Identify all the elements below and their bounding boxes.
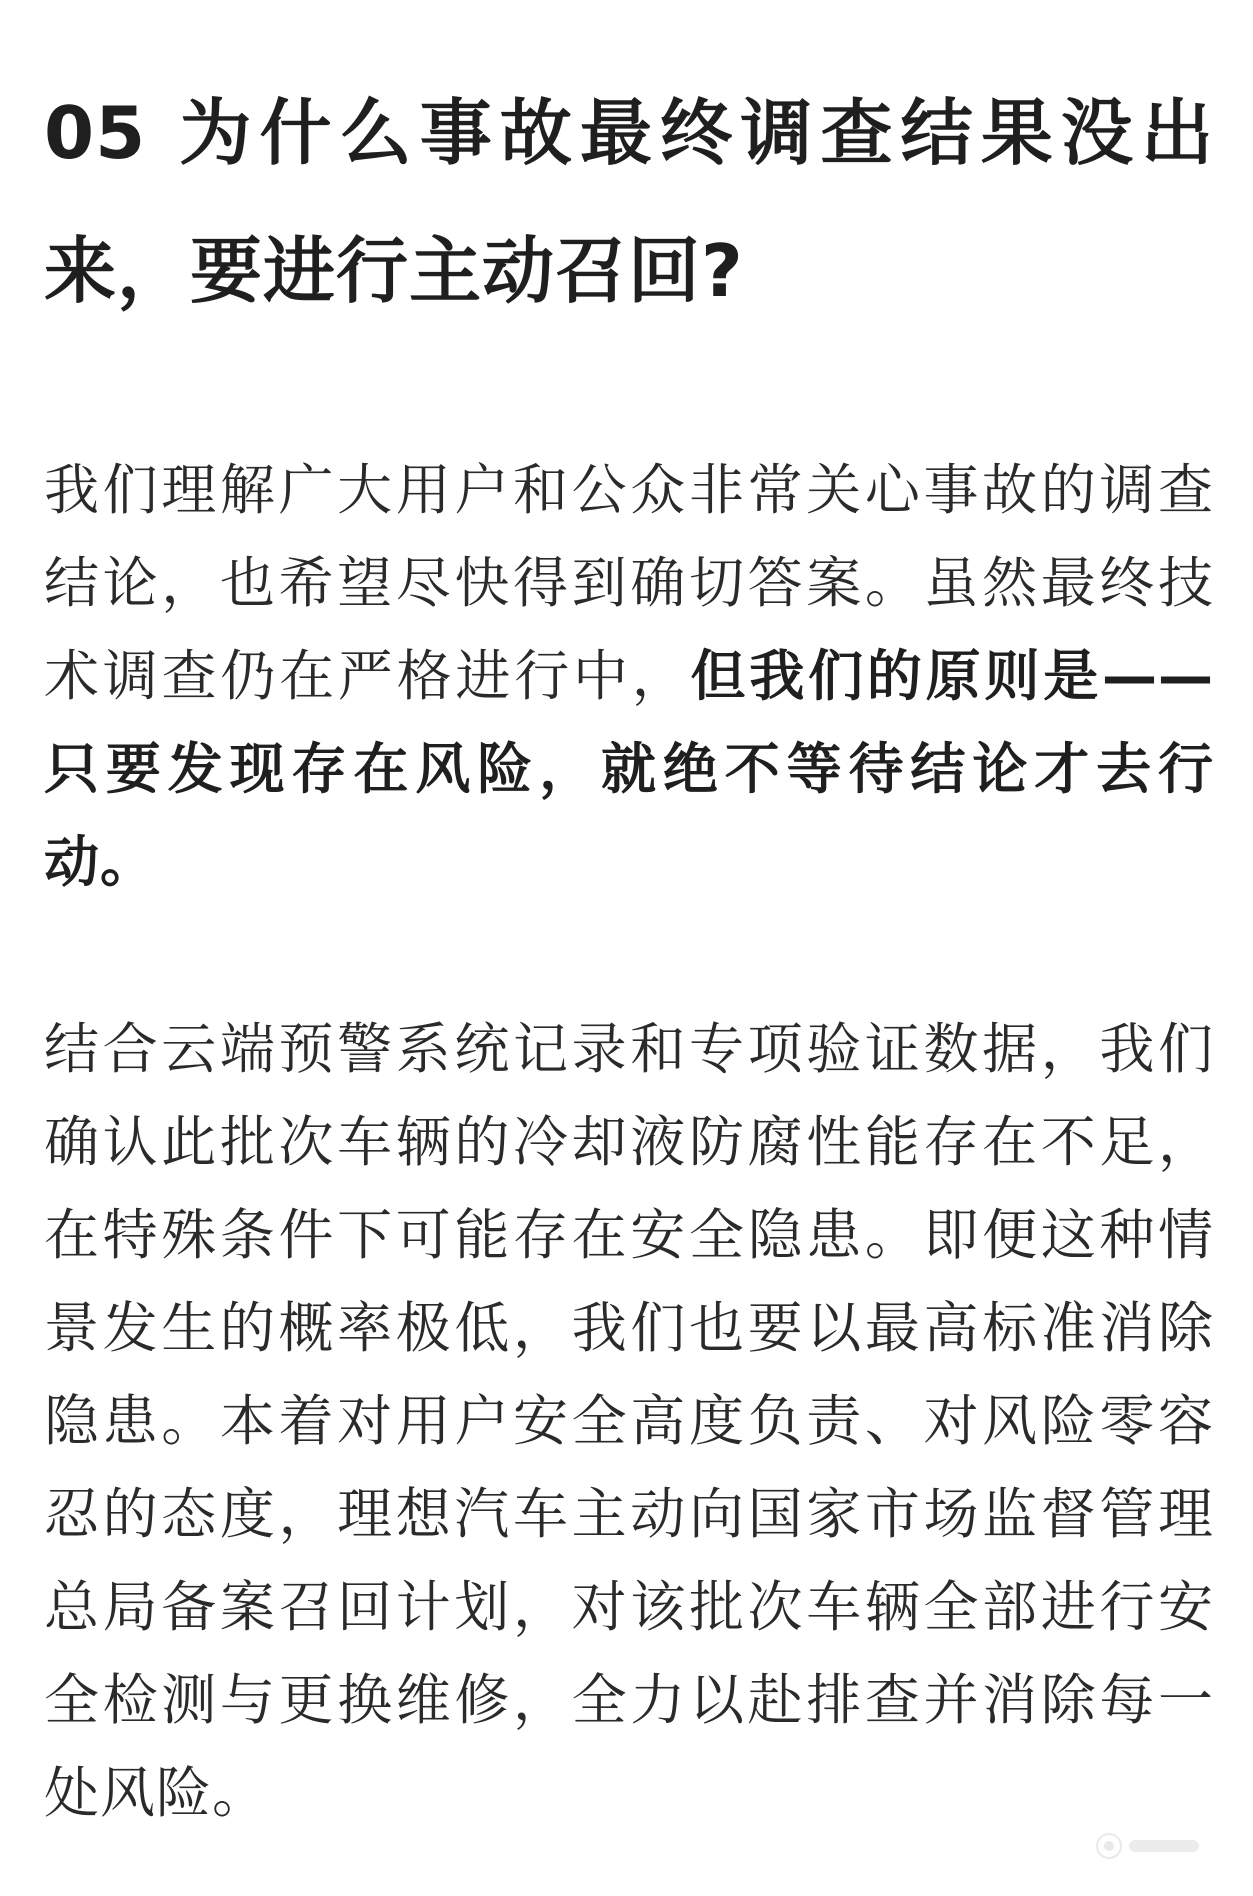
paragraph-1-text: 我们理解广大用户和公众非常关心事故的调查结论，也希望尽快得到确切答案。虽然最终技术调查仍在严格进行中， [44,458,1214,708]
watermark-icon [1089,1826,1209,1866]
paragraph-1-bold-text: 但我们的原则是——只要发现存在风险，就绝不等待结论才去行动。 [44,644,1214,894]
article-title: 05 为什么事故最终调查结果没出来，要进行主动召回? [44,91,1214,313]
paragraph-2: 结合云端预警系统记录和专项验证数据，我们确认此批次车辆的冷却液防腐性能存在不足，在特殊条件下可能存在安全隐患。即便这种情景发生的概率极低，我们也要以最高标准消除隐患。本着对用户安全高度负责、对风险零容忍的态度，理想汽车主动向国家市场监督管理总局备案召回计划，对该批次车辆全部进行安全检测与更换维修，全力以赴排查并消除每一处风险。 [44,1017,1214,1825]
paragraph-1 [44,444,1214,909]
article [44,64,1214,1840]
